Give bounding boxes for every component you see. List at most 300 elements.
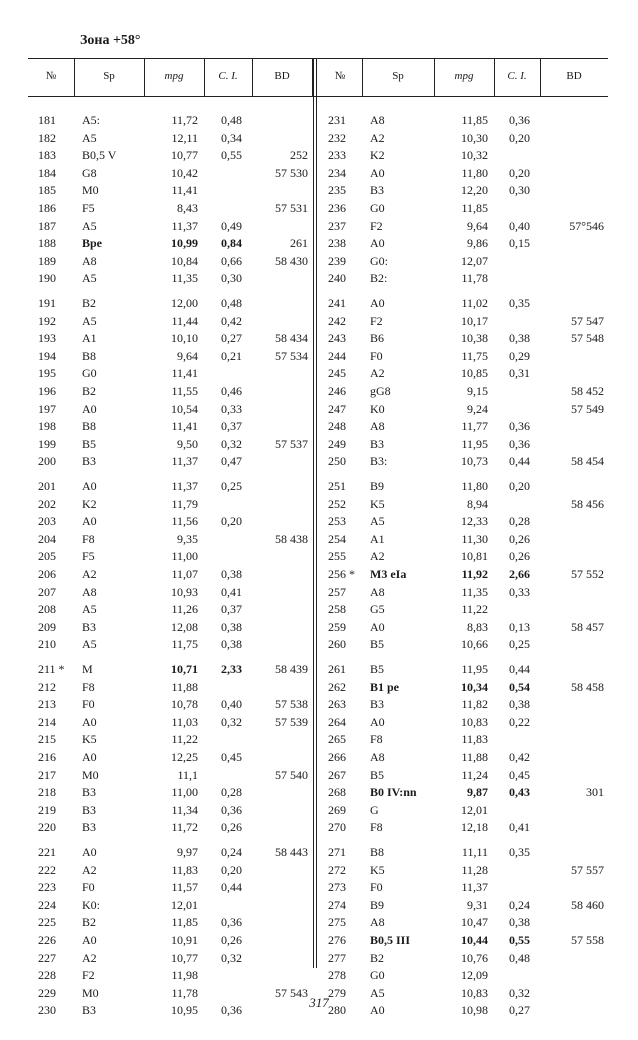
spectral-type: A8	[82, 584, 97, 599]
color-index: 0,20	[509, 479, 530, 493]
magnitude-mpg: 11,37	[171, 218, 198, 233]
spectral-type: G8	[82, 165, 97, 180]
bd-number	[252, 803, 308, 817]
bd-number: 58 430	[275, 253, 308, 268]
star-number: 229	[38, 985, 56, 1000]
spectral-type: B3	[370, 436, 385, 451]
star-number: 244	[328, 348, 346, 363]
star-number: 274	[328, 897, 346, 912]
bd-number	[252, 602, 308, 616]
spectral-type: A0	[370, 1003, 385, 1018]
spectral-type: F8	[370, 732, 383, 747]
star-number: 208	[38, 602, 56, 617]
star-number: 275	[328, 915, 346, 930]
bd-number	[540, 768, 604, 782]
color-index: 0,30	[509, 183, 530, 198]
color-index: 0,26	[509, 531, 530, 546]
star-number: 266	[328, 750, 346, 764]
bd-number	[540, 697, 604, 711]
bd-number	[252, 951, 308, 965]
magnitude-mpg: 9,15	[467, 384, 488, 398]
spectral-type: K0	[370, 401, 385, 416]
star-number: 198	[38, 419, 56, 434]
spectral-type: Bpe	[82, 236, 103, 251]
magnitude-mpg: 11,37	[171, 479, 198, 493]
star-number: 232	[328, 130, 346, 145]
magnitude-mpg: 11,37	[171, 454, 198, 469]
star-number: 280	[328, 1003, 346, 1018]
spectral-type: A5	[82, 637, 97, 652]
spectral-type: A0	[370, 714, 385, 729]
star-number: 222	[38, 862, 56, 877]
color-index: 0,37	[221, 602, 242, 617]
bd-number	[540, 366, 604, 380]
magnitude-mpg: 11,57	[171, 880, 198, 895]
magnitude-mpg: 12,08	[171, 619, 198, 634]
color-index	[494, 402, 530, 416]
star-number: 209	[38, 619, 56, 634]
bd-number	[540, 750, 604, 764]
color-index: 0,44	[221, 880, 242, 895]
magnitude-mpg: 11,24	[461, 767, 488, 782]
bd-number	[540, 254, 604, 268]
star-number: 245	[328, 366, 346, 381]
spectral-type: A0	[82, 401, 97, 416]
bd-number	[540, 968, 604, 982]
bd-number	[540, 236, 604, 250]
bd-number: 57 558	[571, 933, 604, 947]
magnitude-mpg: 8,83	[467, 619, 488, 634]
star-number: 257	[328, 584, 346, 599]
bd-number	[252, 479, 308, 493]
spectral-type: G	[370, 802, 379, 817]
spectral-type: A2	[370, 366, 385, 381]
spectral-type: B2	[370, 950, 385, 965]
magnitude-mpg: 11,03	[171, 714, 198, 729]
color-index: 0,36	[509, 113, 530, 127]
spectral-type: B3:	[370, 454, 388, 469]
magnitude-mpg: 9,50	[177, 436, 198, 451]
star-number: 228	[38, 968, 56, 983]
star-number: 196	[38, 384, 56, 398]
star-number: 260	[328, 637, 346, 652]
magnitude-mpg: 11,56	[171, 514, 198, 529]
magnitude-mpg: 11,85	[171, 915, 198, 930]
star-number: 212	[38, 679, 56, 694]
star-number: 214	[38, 714, 56, 729]
color-index: 0,27	[509, 1003, 530, 1018]
magnitude-mpg: 12,00	[171, 296, 198, 310]
color-index: 0,40	[221, 697, 242, 712]
column-header-bd: BD	[566, 70, 582, 82]
color-index: 0,34	[221, 130, 242, 145]
magnitude-mpg: 10,77	[171, 148, 198, 163]
magnitude-mpg: 11,80	[461, 165, 488, 180]
color-index: 0,29	[509, 348, 530, 363]
color-index	[204, 366, 242, 380]
star-number: 246	[328, 384, 346, 398]
bd-number: 57 540	[275, 767, 308, 782]
star-number: 256 *	[328, 567, 355, 581]
magnitude-mpg: 12,33	[461, 514, 488, 529]
color-index: 0,26	[509, 549, 530, 564]
color-index: 0,35	[509, 845, 530, 859]
spectral-type: A5	[82, 602, 97, 617]
spectral-type: A2	[82, 567, 97, 581]
page-number: 317	[309, 995, 329, 1010]
spectral-type: F0	[82, 697, 95, 712]
star-number: 182	[38, 130, 56, 145]
magnitude-mpg: 11,80	[461, 479, 488, 493]
color-index: 0,25	[509, 637, 530, 652]
color-index: 0,15	[509, 236, 530, 251]
spectral-type: A8	[82, 253, 97, 268]
spectral-type: B9	[370, 897, 385, 912]
star-number: 186	[38, 201, 56, 215]
color-index: 0,48	[509, 950, 530, 965]
magnitude-mpg: 11,82	[461, 697, 488, 712]
spectral-type: B8	[370, 845, 385, 859]
magnitude-mpg: 11,30	[461, 531, 488, 546]
spectral-type: B2	[82, 296, 97, 310]
star-number: 258	[328, 602, 346, 617]
spectral-type: M0	[82, 183, 99, 198]
color-index: 0,38	[221, 619, 242, 634]
magnitude-mpg: 10,66	[461, 637, 488, 652]
color-index: 0,40	[509, 218, 530, 233]
spectral-type: A5	[370, 514, 385, 529]
bd-number	[252, 968, 308, 982]
magnitude-mpg: 11,95	[461, 662, 488, 676]
bd-number	[540, 880, 604, 894]
color-index: 0,49	[221, 218, 242, 233]
star-number: 195	[38, 366, 56, 381]
star-number: 273	[328, 880, 346, 895]
star-number: 237	[328, 218, 346, 233]
column-header-bd: BD	[274, 70, 290, 82]
spectral-type: A0	[82, 714, 97, 729]
color-index: 0,20	[221, 514, 242, 529]
magnitude-mpg: 11,85	[461, 113, 488, 127]
spectral-type: B0,5 III	[370, 933, 411, 947]
color-index	[494, 968, 530, 982]
spectral-type: K5	[82, 732, 97, 747]
star-number: 187	[38, 218, 56, 233]
star-number: 213	[38, 697, 56, 712]
bd-number	[540, 951, 604, 965]
star-number: 235	[328, 183, 346, 198]
bd-number	[252, 314, 308, 328]
star-number: 202	[38, 496, 56, 511]
bd-number	[540, 183, 604, 197]
star-number: 231	[328, 113, 346, 127]
magnitude-mpg: 11,95	[461, 436, 488, 451]
spectral-type: A0	[82, 514, 97, 529]
star-number: 259	[328, 619, 346, 634]
color-index	[494, 314, 530, 328]
spectral-type: B5	[370, 637, 385, 652]
spectral-type: A0	[82, 933, 97, 947]
star-number: 277	[328, 950, 346, 965]
spectral-type: B3	[82, 454, 97, 469]
bd-number	[252, 419, 308, 433]
bd-number	[540, 532, 604, 546]
column-header-no: №	[45, 70, 57, 82]
magnitude-mpg: 10,95	[171, 1003, 198, 1018]
magnitude-mpg: 11,72	[171, 820, 198, 835]
star-number: 210	[38, 637, 56, 652]
spectral-type: B3	[370, 697, 385, 712]
magnitude-mpg: 11,78	[171, 985, 198, 1000]
bd-number: 57 538	[275, 697, 308, 712]
spectral-type: M0	[82, 767, 99, 782]
color-index	[204, 497, 242, 511]
star-number: 251	[328, 479, 346, 493]
spectral-type: B0,5 V	[82, 148, 117, 163]
star-number: 243	[328, 331, 346, 346]
color-index: 0,41	[221, 584, 242, 599]
spectral-type: A5:	[82, 113, 100, 127]
color-index: 0,55	[221, 148, 242, 163]
star-number: 211 *	[38, 662, 65, 676]
magnitude-mpg: 11,37	[461, 880, 488, 895]
star-number: 223	[38, 880, 56, 895]
magnitude-mpg: 9,35	[177, 531, 198, 546]
color-index: 0,44	[509, 454, 530, 469]
star-number: 203	[38, 514, 56, 529]
spectral-type: B3	[82, 802, 97, 817]
magnitude-mpg: 10,99	[171, 236, 198, 251]
magnitude-mpg: 10,54	[171, 401, 198, 416]
bd-number	[252, 680, 308, 694]
star-number: 253	[328, 514, 346, 529]
spectral-type: A0	[82, 750, 97, 764]
color-index: 2,66	[509, 567, 530, 581]
star-number: 278	[328, 968, 346, 983]
star-number: 265	[328, 732, 346, 747]
magnitude-mpg: 11,75	[461, 348, 488, 363]
spectral-type: B8	[82, 419, 97, 434]
magnitude-mpg: 11,00	[171, 549, 198, 564]
magnitude-mpg: 10,42	[171, 165, 198, 180]
spectral-type: B3	[82, 785, 97, 800]
bd-number: 58 454	[571, 454, 604, 469]
star-number: 234	[328, 165, 346, 180]
bd-number: 57 543	[275, 985, 308, 1000]
spectral-type: A0	[370, 236, 385, 251]
bd-number	[252, 820, 308, 834]
color-index: 0,36	[221, 802, 242, 817]
bd-number	[540, 296, 604, 310]
column-header-mpg: mpg	[454, 70, 474, 82]
color-index: 0,48	[221, 113, 242, 127]
spectral-type: F5	[82, 549, 95, 564]
star-number: 218	[38, 785, 56, 800]
bd-number	[252, 219, 308, 233]
bd-number: 261	[290, 236, 308, 251]
bd-number	[252, 402, 308, 416]
magnitude-mpg: 11,1	[177, 767, 198, 782]
spectral-type: K5	[370, 496, 385, 511]
spectral-type: A5	[82, 218, 97, 233]
bd-number	[252, 296, 308, 310]
spectral-type: A5	[82, 271, 97, 286]
star-number: 191	[38, 296, 56, 310]
spectral-type: G5	[370, 602, 385, 617]
bd-number	[540, 349, 604, 363]
spectral-type: A5	[370, 985, 385, 1000]
bd-number: 57 547	[571, 313, 604, 328]
bd-number: 57 548	[571, 331, 604, 346]
star-number: 236	[328, 201, 346, 215]
spectral-type: A0	[82, 479, 97, 493]
magnitude-mpg: 11,07	[171, 567, 198, 581]
magnitude-mpg: 11,28	[461, 862, 488, 877]
spectral-type: G0	[370, 968, 385, 983]
color-index: 0,36	[221, 915, 242, 930]
magnitude-mpg: 11,55	[171, 384, 198, 398]
magnitude-mpg: 10,77	[171, 950, 198, 965]
color-index	[204, 680, 242, 694]
star-number: 272	[328, 862, 346, 877]
color-index	[494, 803, 530, 817]
star-number: 238	[328, 236, 346, 251]
column-header-sp: Sp	[392, 70, 404, 82]
color-index: 0,24	[509, 897, 530, 912]
spectral-type: F2	[370, 218, 383, 233]
star-number: 262	[328, 679, 346, 694]
spectral-type: F0	[82, 880, 95, 895]
magnitude-mpg: 11,78	[461, 271, 488, 286]
magnitude-mpg: 10,44	[461, 933, 488, 947]
center-double-rule	[316, 58, 317, 968]
center-double-rule	[313, 58, 314, 968]
spectral-type: K2	[82, 496, 97, 511]
color-index: 0,38	[221, 637, 242, 652]
bd-number	[252, 514, 308, 528]
spectral-type: M	[82, 662, 93, 676]
star-number: 270	[328, 820, 346, 835]
bd-number	[252, 454, 308, 468]
star-number: 194	[38, 348, 56, 363]
bd-number: 57 552	[571, 567, 604, 581]
color-index: 0,25	[221, 479, 242, 493]
bd-number	[540, 585, 604, 599]
star-number: 197	[38, 401, 56, 416]
magnitude-mpg: 11,34	[171, 802, 198, 817]
magnitude-mpg: 10,83	[461, 714, 488, 729]
star-number: 224	[38, 897, 56, 912]
star-number: 233	[328, 148, 346, 163]
bd-number: 57 534	[275, 348, 308, 363]
bd-number: 57 537	[275, 436, 308, 451]
star-number: 219	[38, 802, 56, 817]
magnitude-mpg: 9,64	[177, 348, 198, 363]
bd-number	[540, 148, 604, 162]
bd-number	[252, 915, 308, 929]
star-number: 239	[328, 253, 346, 268]
magnitude-mpg: 11,00	[171, 785, 198, 800]
bd-number: 301	[586, 785, 604, 800]
spectral-type: G0	[370, 201, 385, 215]
star-number: 276	[328, 933, 346, 947]
color-index	[494, 732, 530, 746]
bd-number	[252, 366, 308, 380]
bd-number	[540, 715, 604, 729]
spectral-type: B5	[82, 436, 97, 451]
color-index: 0,45	[509, 767, 530, 782]
bd-number: 58 457	[571, 619, 604, 634]
color-index	[204, 201, 242, 215]
star-number: 254	[328, 531, 346, 546]
magnitude-mpg: 12,18	[461, 820, 488, 835]
bd-number	[540, 419, 604, 433]
magnitude-mpg: 11,83	[171, 862, 198, 877]
star-number: 221	[38, 845, 56, 859]
spectral-type: A5	[82, 313, 97, 328]
color-index: 0,32	[221, 950, 242, 965]
bd-number: 58 456	[571, 496, 604, 511]
magnitude-mpg: 10,85	[461, 366, 488, 381]
bd-number	[252, 113, 308, 127]
star-number: 279	[328, 985, 346, 1000]
bd-number	[252, 750, 308, 764]
spectral-type: K2	[370, 148, 385, 163]
star-number: 204	[38, 531, 56, 546]
bd-number	[540, 845, 604, 859]
magnitude-mpg: 10,32	[461, 148, 488, 163]
spectral-type: A8	[370, 584, 385, 599]
spectral-type: A8	[370, 750, 385, 764]
bd-number: 58 439	[275, 662, 308, 676]
magnitude-mpg: 9,86	[467, 236, 488, 251]
magnitude-mpg: 11,41	[171, 419, 198, 434]
magnitude-mpg: 10,34	[461, 679, 488, 694]
color-index: 0,26	[221, 820, 242, 835]
magnitude-mpg: 12,01	[171, 897, 198, 912]
color-index	[204, 732, 242, 746]
spectral-type: B1 pe	[370, 679, 400, 694]
star-number: 190	[38, 271, 56, 286]
magnitude-mpg: 11,85	[461, 201, 488, 215]
spectral-type: A0	[370, 619, 385, 634]
star-number: 264	[328, 714, 346, 729]
star-number: 217	[38, 767, 56, 782]
magnitude-mpg: 10,91	[171, 933, 198, 947]
star-number: 255	[328, 549, 346, 564]
magnitude-mpg: 10,47	[461, 915, 488, 930]
spectral-type: B2:	[370, 271, 388, 286]
magnitude-mpg: 10,84	[171, 253, 198, 268]
magnitude-mpg: 10,98	[461, 1003, 488, 1018]
star-number: 220	[38, 820, 56, 835]
spectral-type: F0	[370, 348, 383, 363]
bd-number	[540, 113, 604, 127]
spectral-type: F5	[82, 201, 95, 215]
bd-number	[252, 933, 308, 947]
color-index: 0,44	[509, 662, 530, 676]
color-index: 0,33	[221, 401, 242, 416]
spectral-type: M0	[82, 985, 99, 1000]
bd-number	[252, 497, 308, 511]
star-number: 241	[328, 296, 346, 310]
magnitude-mpg: 9,31	[467, 897, 488, 912]
bd-number	[540, 479, 604, 493]
spectral-type: B2	[82, 384, 97, 398]
star-number: 252	[328, 496, 346, 511]
magnitude-mpg: 11,22	[461, 602, 488, 617]
bd-number	[252, 384, 308, 398]
